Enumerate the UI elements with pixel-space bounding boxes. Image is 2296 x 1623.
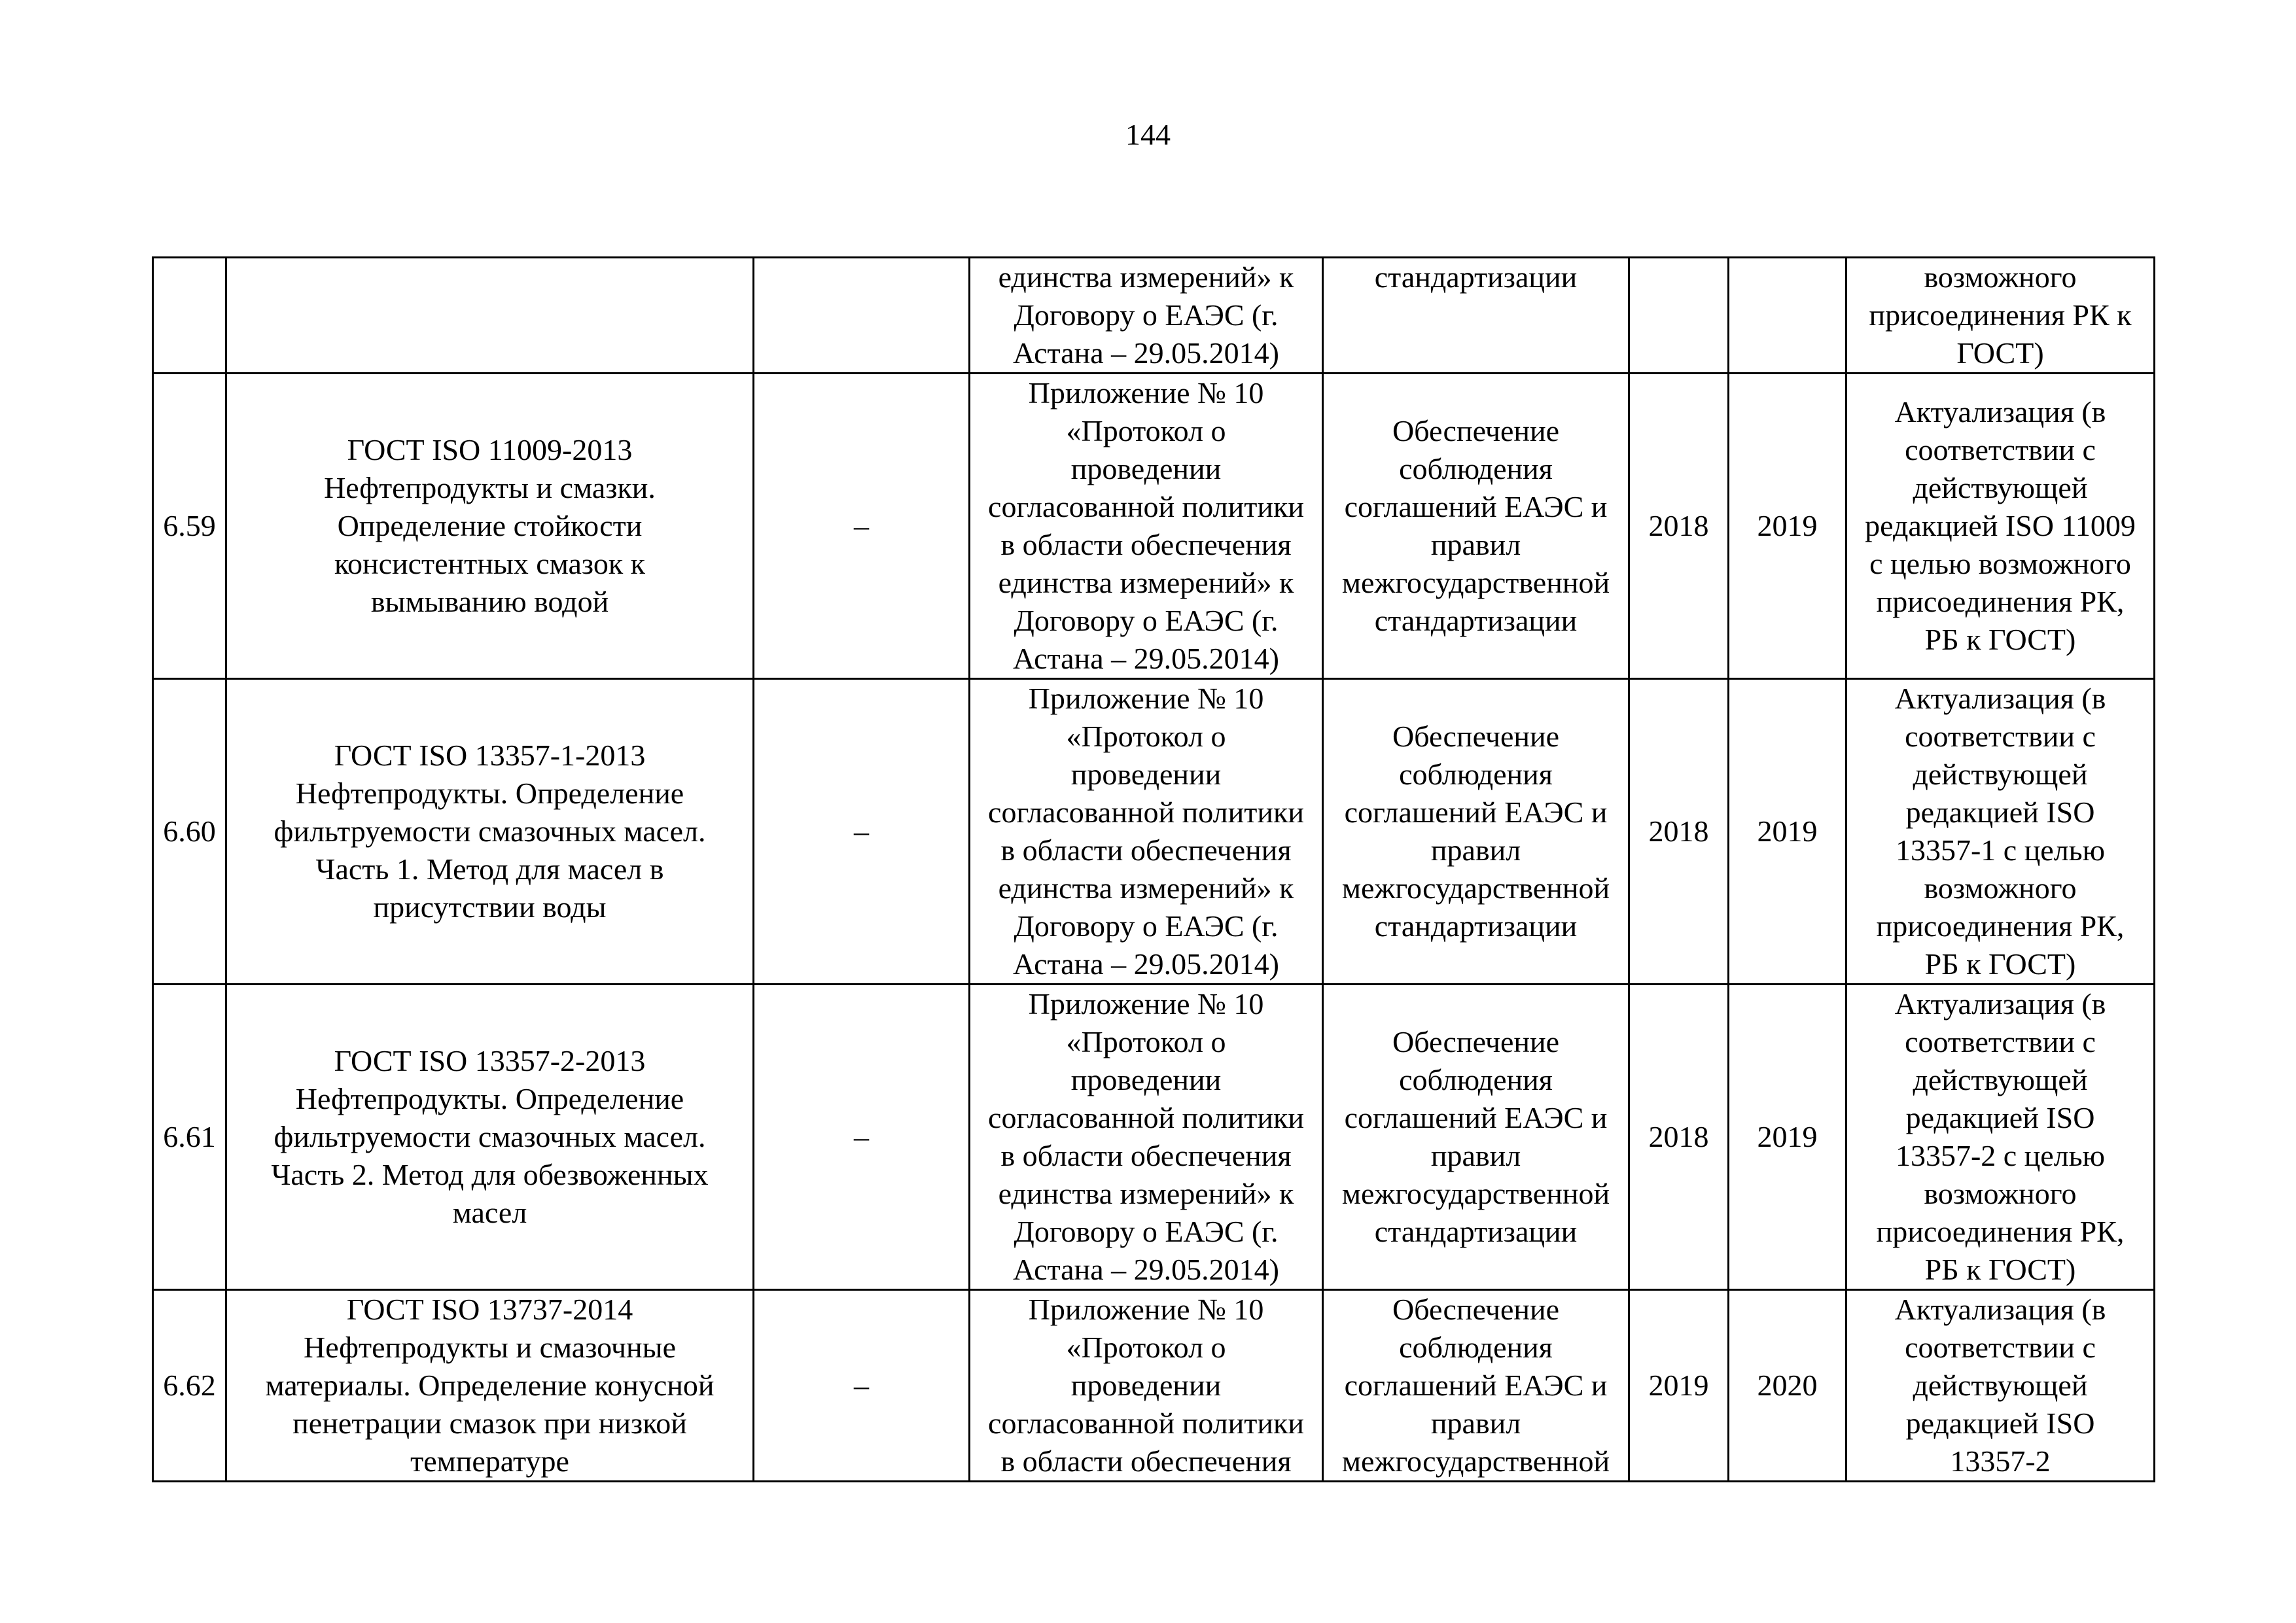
standard-name-cell: ГОСТ ISO 11009-2013 Нефтепродукты и смазки. Определение стойкости консистентных смазок к вымыванию водой	[226, 374, 754, 679]
start-year-cell: 2019	[1629, 1290, 1729, 1482]
basis-cell: единства измерений» к Договору о ЕАЭС (г. Астана – 29.05.2014)	[970, 258, 1323, 374]
dash-cell	[754, 258, 970, 374]
purpose-cell: Обеспечение соблюдения соглашений ЕАЭС и правил межгосударственной стандартизации	[1323, 374, 1629, 679]
basis-cell: Приложение № 10 «Протокол о проведении согласованной политики в области обеспечения	[970, 1290, 1323, 1482]
end-year-cell: 2019	[1729, 374, 1846, 679]
table-row-continuation	[153, 258, 2155, 374]
standard-name-cell: ГОСТ ISO 13357-2-2013 Нефтепродукты. Определение фильтруемости смазочных масел. Часть 2. Метод для обезвоженных масел	[226, 985, 754, 1290]
purpose-cell: Обеспечение соблюдения соглашений ЕАЭС и правил межгосударственной	[1323, 1290, 1629, 1482]
end-year-cell: 2020	[1729, 1290, 1846, 1482]
note-cell: Актуализация (в соответствии с действующей редакцией ISO 11009 с целью возможного присоединения РК, РБ к ГОСТ)	[1846, 374, 2155, 679]
start-year-cell	[1629, 258, 1729, 374]
start-year-cell: 2018	[1629, 374, 1729, 679]
note-cell: Актуализация (в соответствии с действующей редакцией ISO 13357-2 с целью возможного присоединения РК, РБ к ГОСТ)	[1846, 985, 2155, 1290]
basis-cell: Приложение № 10 «Протокол о проведении согласованной политики в области обеспечения единства измерений» к Договору о ЕАЭС (г. Астана – 29.05.2014)	[970, 374, 1323, 679]
row-number-cell	[153, 258, 226, 374]
note-cell: возможного присоединения РК к ГОСТ)	[1846, 258, 2155, 374]
row-number-cell: 6.62	[153, 1290, 226, 1482]
table-row	[153, 1290, 2155, 1482]
table-row	[153, 985, 2155, 1290]
standards-table	[152, 256, 2155, 1482]
table-row	[153, 374, 2155, 679]
purpose-cell: стандартизации	[1323, 258, 1629, 374]
end-year-cell	[1729, 258, 1846, 374]
end-year-cell: 2019	[1729, 985, 1846, 1290]
basis-cell: Приложение № 10 «Протокол о проведении согласованной политики в области обеспечения единства измерений» к Договору о ЕАЭС (г. Астана – 29.05.2014)	[970, 679, 1323, 985]
standard-name-cell: ГОСТ ISO 13737-2014 Нефтепродукты и смазочные материалы. Определение конусной пенетрации смазок при низкой температуре	[226, 1290, 754, 1482]
table-row	[153, 679, 2155, 985]
standard-name-cell: ГОСТ ISO 13357-1-2013 Нефтепродукты. Определение фильтруемости смазочных масел. Часть 1. Метод для масел в присутствии воды	[226, 679, 754, 985]
dash-cell: –	[754, 679, 970, 985]
note-cell: Актуализация (в соответствии с действующей редакцией ISO 13357-1 с целью возможного присоединения РК, РБ к ГОСТ)	[1846, 679, 2155, 985]
row-number-cell: 6.61	[153, 985, 226, 1290]
note-cell: Актуализация (в соответствии с действующей редакцией ISO 13357-2	[1846, 1290, 2155, 1482]
end-year-cell: 2019	[1729, 679, 1846, 985]
row-number-cell: 6.59	[153, 374, 226, 679]
row-number-cell: 6.60	[153, 679, 226, 985]
start-year-cell: 2018	[1629, 679, 1729, 985]
page-number: 144	[1125, 118, 1171, 151]
purpose-cell: Обеспечение соблюдения соглашений ЕАЭС и правил межгосударственной стандартизации	[1323, 985, 1629, 1290]
basis-cell: Приложение № 10 «Протокол о проведении согласованной политики в области обеспечения единства измерений» к Договору о ЕАЭС (г. Астана – 29.05.2014)	[970, 985, 1323, 1290]
dash-cell: –	[754, 1290, 970, 1482]
purpose-cell: Обеспечение соблюдения соглашений ЕАЭС и правил межгосударственной стандартизации	[1323, 679, 1629, 985]
dash-cell: –	[754, 374, 970, 679]
start-year-cell: 2018	[1629, 985, 1729, 1290]
dash-cell: –	[754, 985, 970, 1290]
standard-name-cell	[226, 258, 754, 374]
